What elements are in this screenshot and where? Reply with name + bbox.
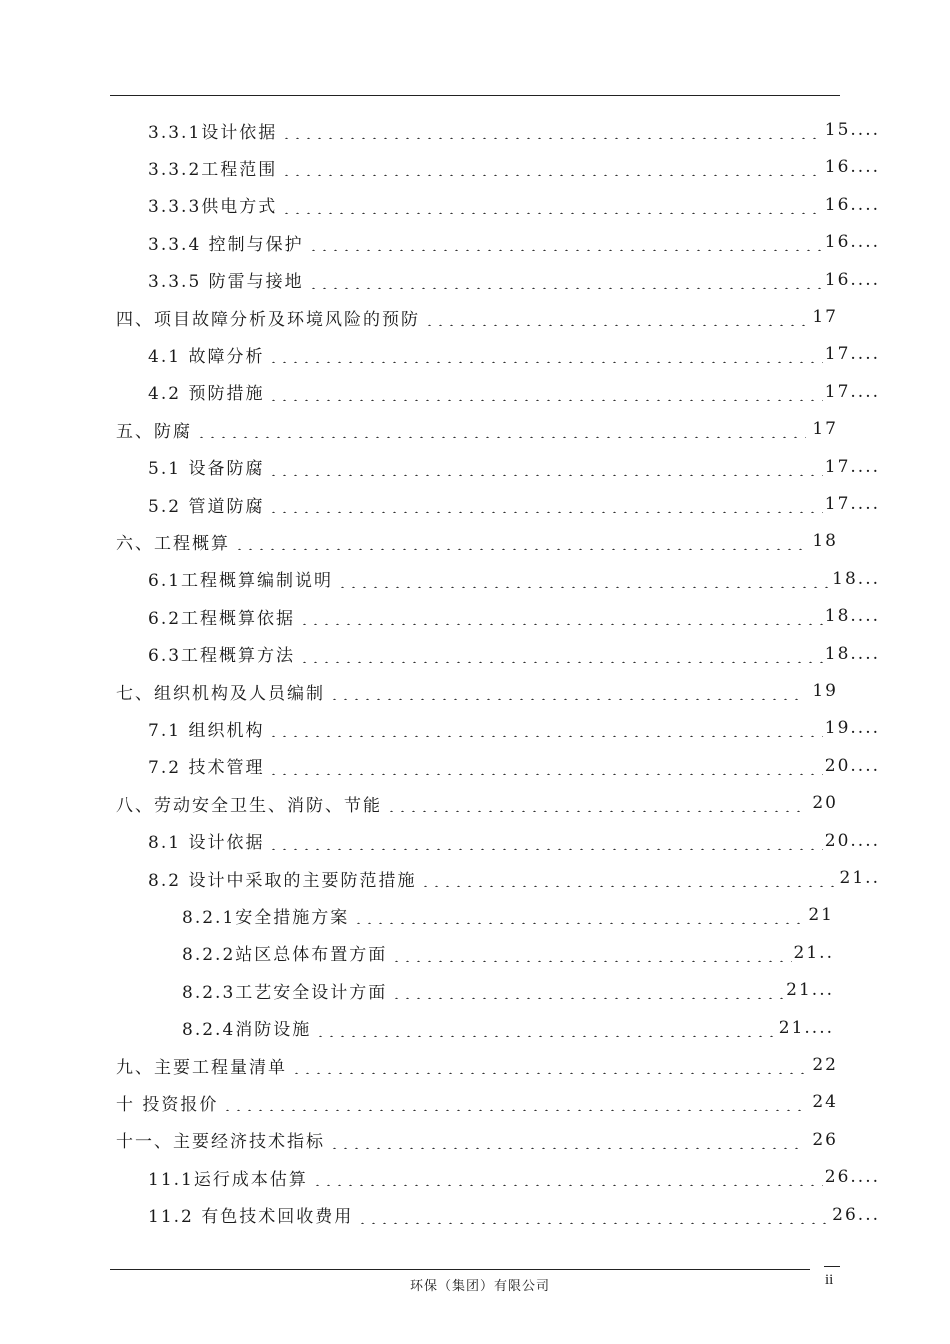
toc-entry-title: 8.2 设计中采取的主要防范措施 xyxy=(148,870,417,891)
toc-entry[interactable] xyxy=(148,152,880,182)
toc-entry-page: 17.... xyxy=(824,381,880,402)
dot-leader xyxy=(353,912,806,924)
toc-entry-title: 5.2 管道防腐 xyxy=(148,496,265,517)
toc-entry-title: 6.1工程概算编制说明 xyxy=(148,571,334,592)
toc-entry-page: 20.... xyxy=(824,830,880,851)
dot-leader xyxy=(299,613,823,625)
toc-entry-page: 26.... xyxy=(824,1167,880,1188)
toc-entry-page: 16.... xyxy=(824,194,880,215)
toc-entry-page: 26 xyxy=(812,1129,838,1150)
toc-entry[interactable] xyxy=(116,302,838,332)
toc-entry-title: 十一、主要经济技术指标 xyxy=(116,1132,325,1153)
toc-entry-title: 六、工程概算 xyxy=(116,533,230,554)
dot-leader xyxy=(420,875,837,887)
toc-entry-title: 九、主要工程量清单 xyxy=(116,1057,287,1078)
dot-leader xyxy=(268,725,822,737)
dot-leader xyxy=(268,763,822,775)
toc-entry-title: 八、劳动安全卫生、消防、节能 xyxy=(116,795,382,816)
toc-entry-title: 4.1 故障分析 xyxy=(148,346,265,367)
header-rule xyxy=(110,95,840,96)
toc-entry-page: 17.... xyxy=(824,494,880,514)
dot-leader xyxy=(268,501,822,513)
toc-entry-title: 五、防腐 xyxy=(116,421,192,442)
toc-entry-title: 4.2 预防措施 xyxy=(148,384,265,405)
toc-entry-page: 17 xyxy=(812,307,838,327)
dot-leader xyxy=(424,314,806,326)
toc-entry-title: 四、项目故障分析及环境风险的预防 xyxy=(116,309,420,330)
toc-entry-title: 8.2.3工艺安全设计方面 xyxy=(182,982,388,1003)
toc-entry-page: 21.. xyxy=(793,942,834,963)
dot-leader xyxy=(329,688,806,700)
toc-entry-title: 8.1 设计依据 xyxy=(148,833,265,854)
dot-leader xyxy=(386,800,806,812)
dot-leader xyxy=(308,277,823,289)
toc-entry[interactable] xyxy=(182,900,834,930)
dot-leader xyxy=(196,426,806,438)
toc-entry-page: 26... xyxy=(832,1204,880,1225)
toc-entry[interactable] xyxy=(182,938,834,968)
toc-entry-title: 7.2 技术管理 xyxy=(148,758,265,779)
toc-entry[interactable] xyxy=(148,190,880,220)
dot-leader xyxy=(268,838,822,850)
toc-entry[interactable] xyxy=(148,564,880,594)
toc-entry-page: 16.... xyxy=(824,157,880,178)
dot-leader xyxy=(268,351,822,363)
footer-company: 环保（集团）有限公司 xyxy=(409,1279,550,1294)
toc-entry-page: 20.... xyxy=(824,755,880,776)
toc-entry[interactable] xyxy=(148,265,880,295)
toc-entry-title: 十 投资报价 xyxy=(116,1094,219,1115)
dot-leader xyxy=(391,950,791,962)
toc-entry-page: 21.. xyxy=(839,868,880,888)
toc-entry[interactable] xyxy=(116,1125,838,1155)
toc-entry[interactable] xyxy=(148,489,880,519)
toc-entry[interactable] xyxy=(148,339,880,369)
toc-entry[interactable] xyxy=(148,863,880,893)
dot-leader xyxy=(234,538,806,550)
toc-entry-title: 3.3.1设计依据 xyxy=(148,122,278,143)
dot-leader xyxy=(281,127,822,139)
toc-entry[interactable] xyxy=(116,788,838,818)
dot-leader xyxy=(281,202,822,214)
toc-entry-title: 11.2 有色技术回收费用 xyxy=(148,1207,354,1228)
toc-entry-page: 17.... xyxy=(824,456,880,477)
toc-entry-title: 七、组织机构及人员编制 xyxy=(116,683,325,704)
toc-entry-title: 6.3工程概算方法 xyxy=(148,646,296,667)
toc-entry-page: 19.... xyxy=(824,718,880,739)
toc-entry-page: 16.... xyxy=(824,232,880,253)
toc-entry[interactable] xyxy=(116,414,838,444)
dot-leader xyxy=(222,1099,806,1111)
toc-entry[interactable] xyxy=(148,713,880,743)
dot-leader xyxy=(391,987,784,999)
toc-entry-title: 8.2.2站区总体布置方面 xyxy=(182,945,388,966)
toc-entry-page: 17.... xyxy=(824,344,880,365)
dot-leader xyxy=(308,239,823,251)
dot-leader xyxy=(291,1062,806,1074)
toc-entry[interactable] xyxy=(148,1200,880,1230)
dot-leader xyxy=(299,651,823,663)
toc-entry-page: 18 xyxy=(812,531,838,552)
toc-entry-title: 3.3.4 控制与保护 xyxy=(148,234,304,255)
footer-rule xyxy=(110,1269,810,1270)
toc-entry-title: 11.1运行成本估算 xyxy=(148,1169,308,1190)
toc-entry-page: 19 xyxy=(812,681,838,701)
toc-entry-title: 6.2工程概算依据 xyxy=(148,608,296,629)
toc-entry-title: 7.1 组织机构 xyxy=(148,720,265,741)
toc-entry-page: 18... xyxy=(832,568,880,589)
toc-entry[interactable] xyxy=(148,377,880,407)
toc-entry-page: 21... xyxy=(786,980,834,1001)
dot-leader xyxy=(357,1212,830,1224)
toc-entry-page: 22 xyxy=(812,1055,838,1075)
toc-entry[interactable] xyxy=(116,1087,838,1117)
dot-leader xyxy=(312,1174,823,1186)
toc-entry-page: 17 xyxy=(812,419,838,440)
toc-entry-page: 21.... xyxy=(778,1017,834,1038)
toc-entry[interactable] xyxy=(148,601,880,631)
toc-entry[interactable] xyxy=(148,1162,880,1192)
toc-entry[interactable] xyxy=(148,751,880,781)
toc-entry-page: 21 xyxy=(808,905,834,926)
dot-leader xyxy=(329,1137,806,1149)
dot-leader xyxy=(315,1025,776,1037)
toc-entry-title: 8.2.4消防设施 xyxy=(182,1020,312,1041)
toc-entry-title: 5.1 设备防腐 xyxy=(148,459,265,480)
toc-entry-page: 18.... xyxy=(824,643,880,664)
toc-entry[interactable] xyxy=(148,227,880,257)
toc-entry-page: 15.... xyxy=(824,120,880,140)
toc-entry[interactable] xyxy=(182,1013,834,1043)
toc-entry[interactable] xyxy=(148,452,880,482)
toc-entry-page: 16.... xyxy=(824,269,880,290)
toc-entry-page: 24 xyxy=(812,1092,838,1113)
toc-entry-title: 3.3.2工程范围 xyxy=(148,159,278,180)
toc-entry-page: 18.... xyxy=(824,606,880,627)
toc-entry[interactable] xyxy=(148,826,880,856)
toc-entry-title: 3.3.3供电方式 xyxy=(148,197,278,218)
dot-leader xyxy=(268,389,822,401)
toc-entry[interactable] xyxy=(148,115,880,145)
toc-entry[interactable] xyxy=(116,526,838,556)
dot-leader xyxy=(281,164,822,176)
toc-entry-page: 20 xyxy=(812,793,838,814)
toc-entry-title: 3.3.5 防雷与接地 xyxy=(148,272,304,293)
toc-entry[interactable] xyxy=(116,1050,838,1080)
dot-leader xyxy=(268,464,822,476)
dot-leader xyxy=(337,576,830,588)
toc-entry[interactable] xyxy=(116,676,838,706)
page-number: ii xyxy=(825,1272,834,1288)
toc-entry[interactable] xyxy=(148,639,880,669)
toc-entry[interactable] xyxy=(182,975,834,1005)
toc-entry-title: 8.2.1安全措施方案 xyxy=(182,907,350,928)
page-number-rule xyxy=(824,1266,840,1267)
